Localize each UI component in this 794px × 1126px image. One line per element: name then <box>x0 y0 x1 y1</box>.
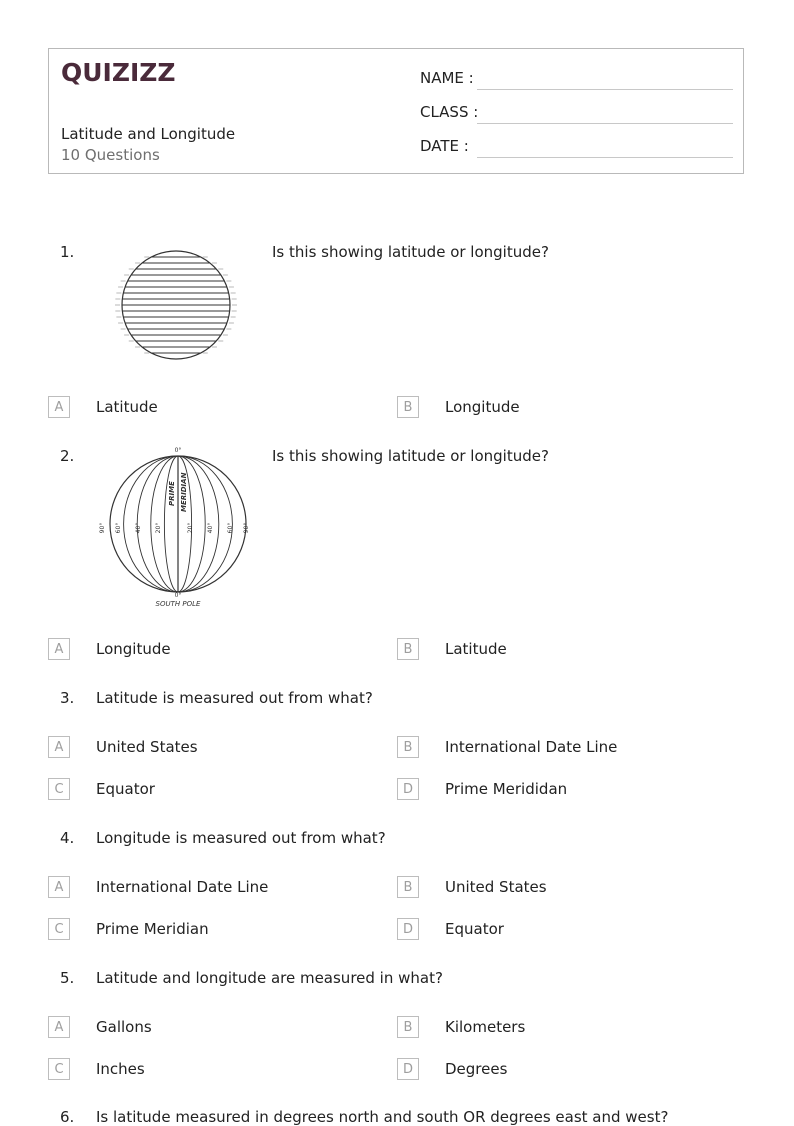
option-b-text: Kilometers <box>445 1018 526 1036</box>
longitude-degree-label: 90° <box>243 522 250 534</box>
longitude-degree-label: 20° <box>187 522 194 534</box>
worksheet-title: Latitude and Longitude <box>61 125 236 143</box>
option-a-text: Longitude <box>96 640 171 658</box>
question-text: Latitude is measured out from what? <box>96 689 373 707</box>
name-line[interactable] <box>477 89 733 90</box>
longitude-degree-label: 90° <box>99 522 106 534</box>
south-pole-label: SOUTH POLE <box>155 600 201 608</box>
option-b-box[interactable]: B <box>397 876 419 898</box>
option-b-text: United States <box>445 878 547 896</box>
option-d-box[interactable]: D <box>397 1058 419 1080</box>
question-number: 1. <box>60 243 75 261</box>
option-b-text: Longitude <box>445 398 520 416</box>
question-text: Is this showing latitude or longitude? <box>272 243 549 261</box>
option-d-box[interactable]: D <box>397 918 419 940</box>
bottom-degree-label: 0° <box>174 592 182 599</box>
logo-text: QUIZIZZ <box>61 58 176 87</box>
question-text: Longitude is measured out from what? <box>96 829 386 847</box>
worksheet-subtitle: 10 Questions <box>61 146 160 164</box>
longitude-degree-label: 60° <box>115 522 122 534</box>
option-c-box[interactable]: C <box>48 1058 70 1080</box>
meridian-label: MERIDIAN <box>180 472 188 512</box>
question-text: Is this showing latitude or longitude? <box>272 447 549 465</box>
date-label: DATE : <box>420 137 469 155</box>
longitude-degree-label: 20° <box>155 522 162 534</box>
prime-label: PRIME <box>168 481 176 506</box>
class-line[interactable] <box>477 123 733 124</box>
option-a-text: United States <box>96 738 198 756</box>
option-b-box[interactable]: B <box>397 638 419 660</box>
quizizz-logo <box>61 57 176 87</box>
longitude-degree-label: 60° <box>227 522 234 534</box>
option-a-text: Gallons <box>96 1018 152 1036</box>
option-b-text: Latitude <box>445 640 507 658</box>
option-a-box[interactable]: A <box>48 736 70 758</box>
class-label: CLASS : <box>420 103 479 121</box>
longitude-degree-label: 40° <box>135 522 142 534</box>
option-c-text: Prime Meridian <box>96 920 209 938</box>
option-c-box[interactable]: C <box>48 918 70 940</box>
option-c-text: Equator <box>96 780 155 798</box>
option-b-text: International Date Line <box>445 738 618 756</box>
option-b-box[interactable]: B <box>397 1016 419 1038</box>
option-b-box[interactable]: B <box>397 736 419 758</box>
option-a-box[interactable]: A <box>48 1016 70 1038</box>
option-d-box[interactable]: D <box>397 778 419 800</box>
option-d-text: Degrees <box>445 1060 508 1078</box>
longitude-degree-label: 40° <box>207 522 214 534</box>
top-degree-label: 0° <box>174 447 182 454</box>
date-line[interactable] <box>477 157 733 158</box>
question-number: 6. <box>60 1108 75 1126</box>
question-number: 2. <box>60 447 75 465</box>
question-text: Is latitude measured in degrees north and south OR degrees east and west? <box>96 1108 669 1126</box>
option-a-text: Latitude <box>96 398 158 416</box>
question-number: 4. <box>60 829 75 847</box>
option-a-box[interactable]: A <box>48 396 70 418</box>
longitude-globe-image <box>98 444 258 610</box>
option-c-text: Inches <box>96 1060 145 1078</box>
question-number: 5. <box>60 969 75 987</box>
option-c-box[interactable]: C <box>48 778 70 800</box>
latitude-globe-image <box>94 236 260 374</box>
option-a-box[interactable]: A <box>48 638 70 660</box>
option-a-box[interactable]: A <box>48 876 70 898</box>
question-text: Latitude and longitude are measured in what? <box>96 969 443 987</box>
option-a-text: International Date Line <box>96 878 269 896</box>
option-d-text: Equator <box>445 920 504 938</box>
name-label: NAME : <box>420 69 474 87</box>
option-b-box[interactable]: B <box>397 396 419 418</box>
option-d-text: Prime Merididan <box>445 780 568 798</box>
question-number: 3. <box>60 689 75 707</box>
worksheet-header <box>48 48 744 174</box>
